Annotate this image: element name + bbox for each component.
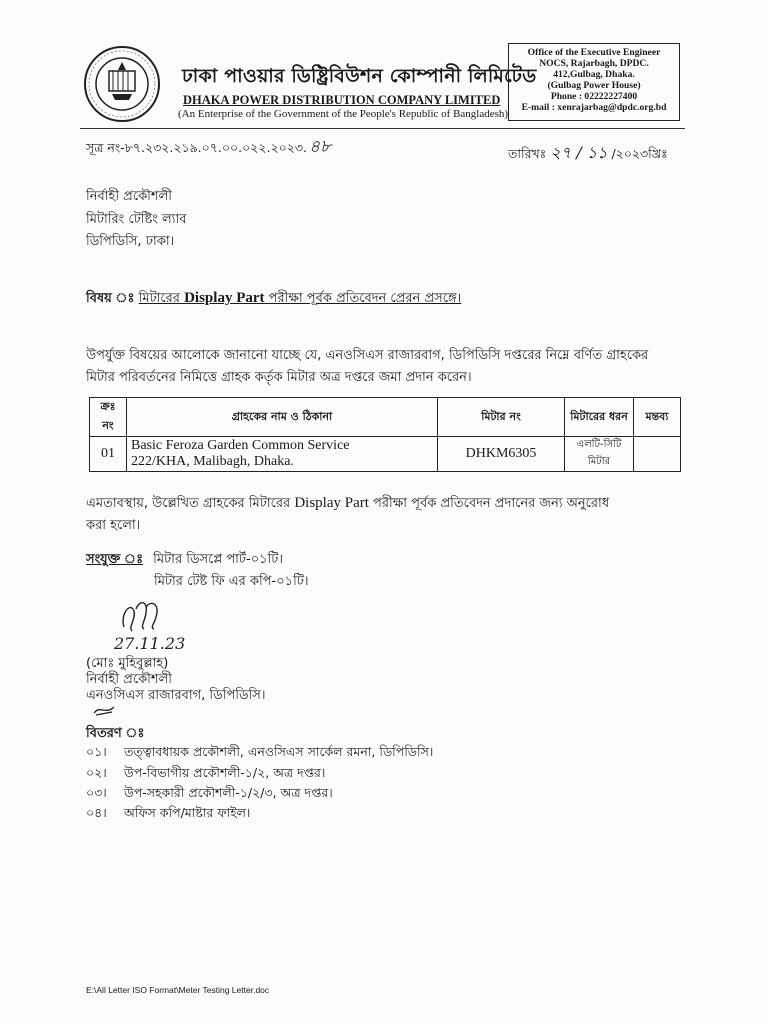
row-remarks <box>634 437 681 472</box>
date-suffix: /২০২৩খ্রিঃ <box>611 146 668 161</box>
col-remarks: মন্তব্য <box>634 398 681 437</box>
distribution-item: ০২। উপ-বিভাগীয় প্রকৌশলী-১/২, অত্র দপ্তর। <box>86 765 326 780</box>
handwritten-signature <box>110 597 200 655</box>
customer-name: Basic Feroza Garden Common Service <box>131 438 350 453</box>
intro-line: উপর্যুক্ত বিষয়ের আলোকে জানানো যাচ্ছে যে, এনওসিএস রাজারবাগ, ডিপিডিসি দপ্তরের নিম্নে বর্ণিত গ্রাহকের <box>86 348 649 363</box>
subject-label: বিষয় ঃ <box>86 291 135 306</box>
intro-line: মিটার পরিবর্তনের নিমিত্তে গ্রাহক কর্তৃক মিটার অত্র দপ্তরে জমা প্রদান করেন। <box>86 370 472 385</box>
enclosure-block <box>86 550 283 571</box>
customer-address: 222/KHA, Malibagh, Dhaka. <box>131 454 294 469</box>
col-serial: ক্রঃ নং <box>90 398 127 437</box>
intro-paragraph <box>86 345 686 389</box>
signatory-office: এনওসিএস রাজারবাগ, ডিপিডিসি। <box>86 688 266 703</box>
office-line: Phone : 02222227400 <box>550 91 638 102</box>
distribution-item: ০৪। অফিস কপি/মাষ্টার ফাইল। <box>86 805 251 820</box>
recipient-line: নির্বাহী প্রকৌশলী <box>86 189 173 204</box>
request-line: করা হলো। <box>86 518 141 533</box>
col-customer: গ্রাহকের নাম ও ঠিকানা <box>127 398 438 437</box>
signature-date: 27.11.23 <box>114 634 186 653</box>
distribution-item: ০৩। উপ-সহকারী প্রকৌশলী-১/২/৩, অত্র দপ্তর। <box>86 785 333 800</box>
letter-date <box>508 140 668 167</box>
enclosure-item: মিটার ডিসপ্লে পার্ট-০১টি। <box>153 552 284 567</box>
row-serial: 01 <box>90 437 127 472</box>
request-paragraph <box>86 492 686 537</box>
office-line: (Gulbag Power House) <box>547 80 641 91</box>
office-line: 412,Gulbag, Dhaka. <box>553 69 635 80</box>
distribution-title: বিতরণ ঃ <box>86 726 145 741</box>
row-meter-no: DHKM6305 <box>438 437 565 472</box>
table-row <box>90 437 681 472</box>
office-line: E-mail : xenrajarbag@dpdc.org.bd <box>521 102 667 113</box>
col-meter-no: মিটার নং <box>438 398 565 437</box>
org-name-english: DHAKA POWER DISTRIBUTION COMPANY LIMITED <box>183 93 501 107</box>
dpdc-logo <box>82 44 162 124</box>
org-subtitle: (An Enterprise of the Government of the People's Republic of Bangladesh) <box>178 108 509 120</box>
distribution-item: ০১। তত্ত্বাবধায়ক প্রকৌশলী, এনওসিএস সার্কেল রমনা, ডিপিডিসি। <box>86 744 434 759</box>
table-header-row <box>90 398 681 437</box>
header-divider <box>80 128 685 129</box>
signatory-name: (মোঃ মুহিবুল্লাহ) <box>86 656 169 671</box>
memo-number: সূত্র নং-৮৭.২৩২.২১৯.০৭.০০.০২২.২০২৩. <box>86 140 307 155</box>
date-handwritten: ২৭ / ১১ <box>550 143 608 162</box>
office-address-box <box>508 43 680 121</box>
initial-mark <box>92 702 116 721</box>
subject-text: মিটারের Display Part পরীক্ষা পূর্বক প্রতিবেদন প্রেরন প্রসঙ্গে। <box>138 290 462 306</box>
enclosure-label: সংযুক্ত ঃ <box>86 552 144 567</box>
office-line: Office of the Executive Engineer <box>527 47 661 58</box>
row-customer <box>127 437 438 472</box>
request-line: এমতাবস্থায়, উল্লেখিত গ্রাহকের মিটারের Display Part পরীক্ষা পূর্বক প্রতিবেদন প্রদানের জন্য অনুরোধ <box>86 495 610 511</box>
col-meter-type: মিটারের ধরন <box>565 398 634 437</box>
row-meter-type: এলটি-সিটি মিটার <box>565 437 634 472</box>
office-line: NOCS, Rajarbagh, DPDC. <box>539 58 649 69</box>
signatory-designation: নির্বাহী প্রকৌশলী <box>86 672 173 687</box>
memo-number-handwritten: ৪৮ <box>309 137 332 157</box>
enclosure-item: মিটার টেষ্ট ফি এর কপি-০১টি। <box>154 574 309 589</box>
file-path-footer: E:\All Letter ISO Format\Meter Testing Letter.doc <box>86 985 270 995</box>
recipient-line: মিটারিং টেষ্টিং ল্যাব <box>86 212 187 227</box>
subject-line <box>86 289 461 310</box>
recipient-line: ডিপিডিসি, ঢাকা। <box>86 234 175 249</box>
org-name-bangla: ঢাকা পাওয়ার ডিষ্ট্রিবিউশন কোম্পানী লিমিটেড <box>182 65 537 87</box>
meter-table <box>89 397 681 472</box>
date-label: তারিখঃ <box>508 146 547 161</box>
